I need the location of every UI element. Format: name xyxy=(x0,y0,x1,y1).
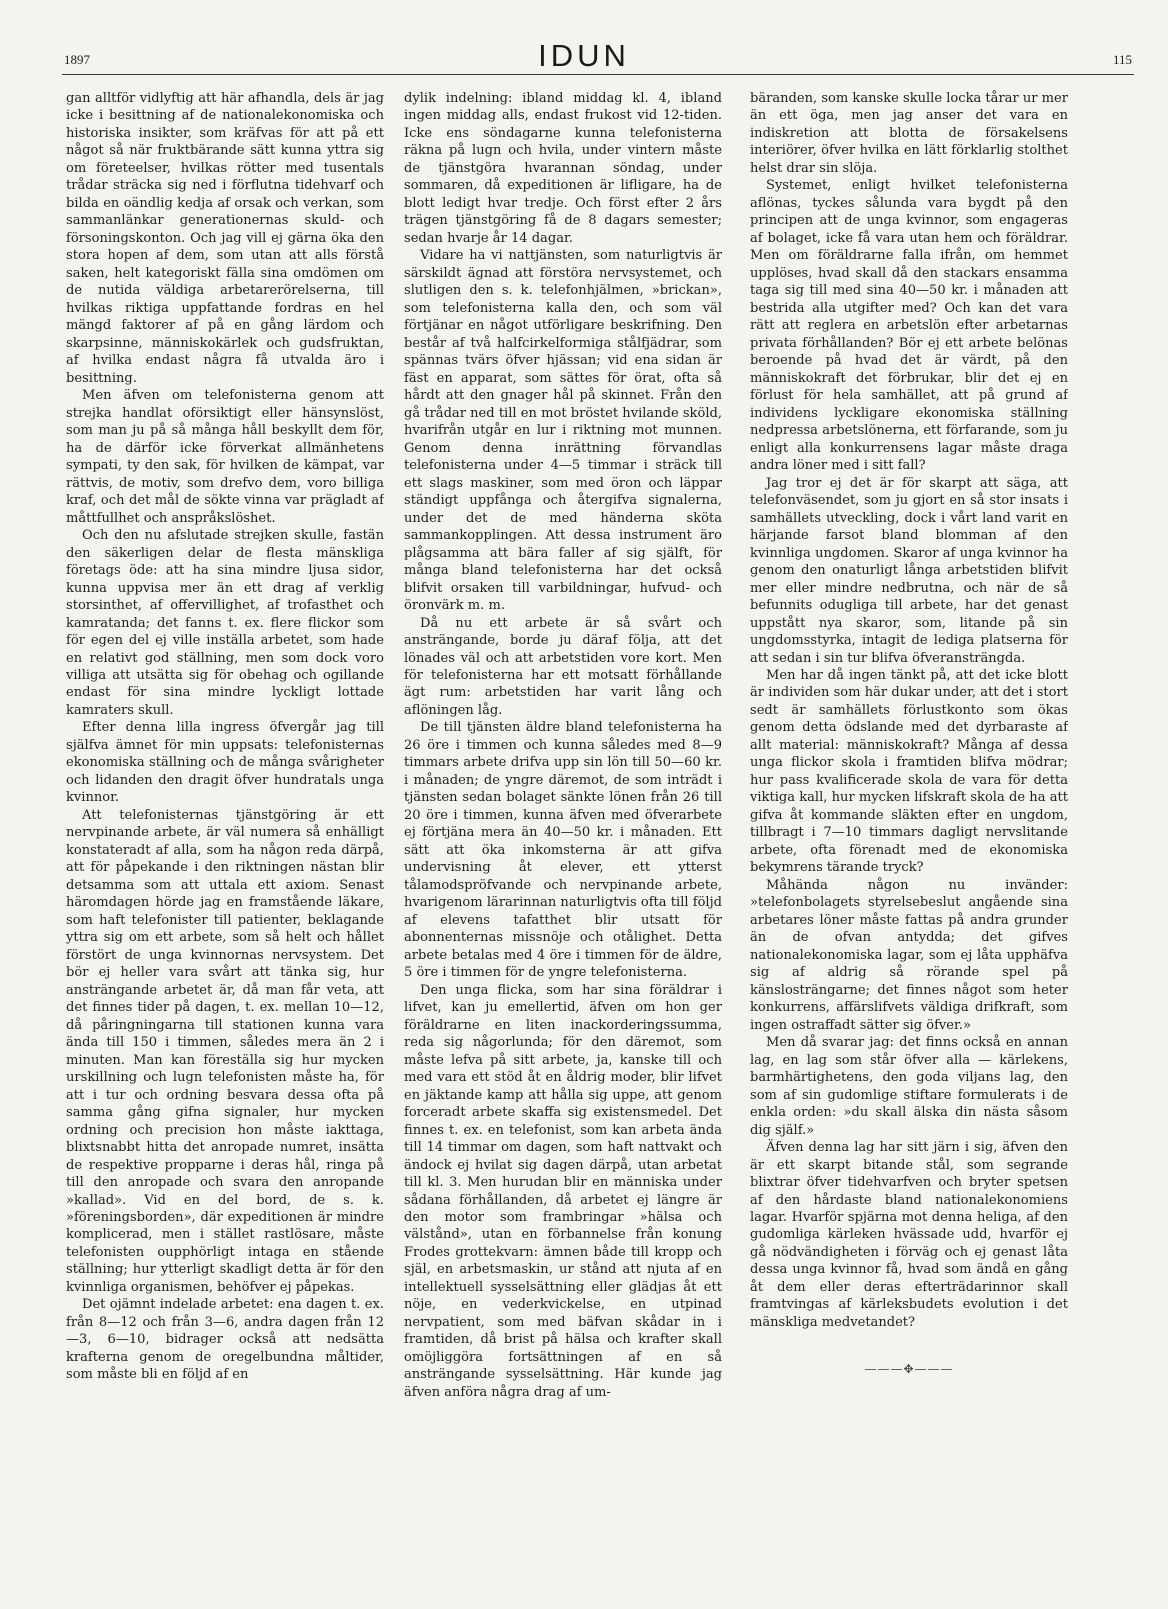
paragraph: Måhända någon nu invänder: »telefonbolagets styrelsebeslut angående sina arbetares löner måste fattas på andra grunder än de ofvan antydda; det gifves nationalekonomiska lagar, som ej låta upphäfva sig af aldrig så rörande spel på känslosträngarne; det finnes något som heter konkurrens, affärslifvets väldiga drifkraft, som ingen ostraffadt sätter sig öfver.» xyxy=(750,877,1068,1033)
paragraph: dylik indelning: ibland middag kl. 4, ibland ingen middag alls, endast frukost vid 12-tiden. Icke ens söndagarne kunna telefonisterna räkna på lugn och hvila, under vintern måste de tjänstgöra hvarannan söndag, under sommaren, då expeditionen är lifligare, ha de blott ledigt hvar tredje. Och först efter 2 års trägen tjänstgöring få de 8 dagars semester; sedan hvarje år 14 dagar. xyxy=(404,91,722,246)
paragraph: Men då svarar jag: det finns också en annan lag, en lag som står öfver alla — kärlekens, barmhärtighetens, den goda viljans lag, den som af sin gudomlige stiftare formulerats i de enkla orden: »du skall älska din nästa såsom dig själf.» xyxy=(750,1035,1068,1138)
paragraph: Då nu ett arbete är så svårt och ansträngande, borde ju däraf följa, att det lönades väl och att arbetstiden vore kort. Men för telefonisterna har ett motsatt förhållande ägt rum: arbetstiden har varit lång och aflöningen låg. xyxy=(404,615,722,718)
paragraph: Och den nu afslutade strejken skulle, fastän den säkerligen delar de flesta mänskliga företags öde: att ha sina mindre ljusa sidor, kunna uppvisa mer än ett drag af verklig storsinthet, af offervillighet, af trofasthet och kamratanda; det fanns t. ex. flere flickor som för egen del ej ville inställa arbetet, som hade en relativt god ställning, men som dock voro villiga att utsätta sig för obehag och ogillande endast för sina mindre lyckligt lottade kamraters skull. xyxy=(66,528,384,718)
page-year: 1897 xyxy=(64,52,90,67)
paragraph: Vidare ha vi nattjänsten, som naturligtvis är särskildt ägnad att förstöra nervsystemet, och slutligen den s. k. telefonhjälmen, »brickan», som telefonisterna kalla den, och som väl förtjänar en något utförligare beskrifning. Den består af två halfcirkelformiga stålfjädrar, som spännas tvärs öfver hjässan; vid ena sidan är fäst en apparat, som sättes för örat, ofta så hårdt att den gnager hål på skinnet. Från den gå trådar ned till en mot bröstet hvilande sköld, hvarifrån utgår en lur i riktning mot munnen. Genom denna inrättning förvandlas telefonisterna under 4—5 timmar i sträck till ett slags maskiner, som med öron och läppar ständigt uppfånga och återgifva signalerna, under det de med händerna sköta sammankopplingen. Att dessa instrument äro plågsamma att bära faller af sig själft, för många bland telefonisterna har det också blifvit orsaken till varbildningar, hufvud- och öronvärk m. m. xyxy=(404,248,722,614)
end-ornament: ———✥——— xyxy=(864,1362,954,1377)
header-rule xyxy=(62,74,1134,75)
column-right xyxy=(750,90,1068,1590)
paragraph: De till tjänsten äldre bland telefonisterna ha 26 öre i timmen och kunna således med 8—9 timmars arbete drifva upp sin lön till 50—60 kr. i månaden; de yngre däremot, de som inträdt i tjänsten sedan bolaget sänkte lönen från 26 till 20 öre i timmen, kunna äfven med öfverarbete ej förtjäna mera än 40—50 kr. i månaden. Ett sätt att öka inkomsterna är att gifva undervisning åt elever, ett ytterst tålamodspröfvande och nervpinande arbete, hvarigenom lärarinnan naturligtvis ofta till följd af elevens tafatthet blir utsatt för abonnenternas missnöje och otålighet. Detta arbete betalas med 4 öre i timmen för de äldre, 5 öre i timmen för de yngre telefonisterna. xyxy=(404,720,722,981)
paragraph: Efter denna lilla ingress öfvergår jag till själfva ämnet för min uppsats: telefonisternas ekonomiska ställning och de många svårigheter och lidanden den dragit öfver hundratals unga kvinnor. xyxy=(66,720,384,806)
paragraph: Det ojämnt indelade arbetet: ena dagen t. ex. från 8—12 och från 3—6, andra dagen från 12—3, 6—10, bidrager också att nedsätta krafterna genom de oregelbundna måltider, som måste bli en följd af en xyxy=(66,1297,384,1383)
magazine-title: IDUN xyxy=(538,38,630,73)
paragraph: Systemet, enligt hvilket telefonisterna aflönas, tyckes sålunda vara bygdt på den principen att de unga kvinnor, som engageras af bolaget, icke få vara utan hem och föräldrar. Men om föräldrarne falla ifrån, om hemmet upplöses, hvad skall då den stackars ensamma taga sig till med sina 40—50 kr. i månaden att bestrida alla utgifter med? Och kan det vara rätt att reglera en arbetslön efter arbetarnas privata förhållanden? Bör ej ett arbete belönas beroende på hvad det är värdt, på den människokraft det förbrukar, blir det ej en förlust för hela samhället, att på grund af individens lyckligare ekonomiska ställning nedpressa arbetslönerna, ett förfarande, som ju enligt alla konkurrensens lagar måste draga andra löner med i sitt fall? xyxy=(750,178,1068,474)
paragraph: Äfven denna lag har sitt järn i sig, äfven den är ett skarpt bitande stål, som segrande blixtrar öfver tidehvarfven och bryter spetsen af den hårdaste bland nationalekonomiens lagar. Hvarför spjärna mot denna heliga, af den gudomliga kärleken hvässade udd, hvarför ej gå nödvändigheten i förväg och ej genast låta dessa unga kvinnor få, hvad som ändå en gång åt dem eller deras efterträdarinnor skall framtvingas af kärleksbudets evolution i det mänskliga medvetandet? xyxy=(750,1140,1068,1330)
paragraph: Men har då ingen tänkt på, att det icke blott är individen som här dukar under, att det i stort sedt är samhällets förlustkonto som ökas genom detta ödslande med det dyrbaraste af allt material: människokraft? Många af dessa unga flickor skola i framtiden blifva mödrar; hur pass kvalificerade skola de vara för detta viktiga kall, hur mycken lifskraft skola de ha att gifva åt kommande släkten efter en ungdom, tillbragt i 7—10 timmars dagligt nervslitande arbete, ofta förenadt med de ekonomiska bekymrens tärande tryck? xyxy=(750,667,1068,876)
paragraph: Att telefonisternas tjänstgöring är ett nervpinande arbete, är väl numera så enhälligt konstateradt af alla, som ha någon reda därpå, att för påpekande i den riktningen nästan blir detsamma som att uttala ett axiom. Senast häromdagen hörde jag en framstående läkare, som haft telefonister till patienter, beklagande yttra sig om ett arbete, som så helt och hållet förstört de unga kvinnornas nervsystem. Det bör ej heller vara svårt att tänka sig, hur ansträngande arbetet är, då man får veta, att det finnes tider på dagen, t. ex. mellan 10—12, då påringningarna till stationen kunna vara ända till 150 i timmen, således mera än 2 i minuten. Man kan föreställa sig hur mycken urskillning och lugn telefonisten måste ha, för att i tur och ordning besvara dessa ofta på samma gång gifna signaler, hur mycken ordning och precision hon måste iakttaga, blixtsnabbt hitta det anropade numret, insätta de respektive propparne i deras hål, ringa på till den anropade och svara den anropande »kallad». Vid en del bord, de s. k. »föreningsborden», där expeditionen är mindre komplicerad, men i stället rastlösare, måste telefonisten oupphörligt intaga en stående ställning; hur ytterligt skadligt detta är för den kvinnliga organismen, behöfver ej påpekas. xyxy=(66,807,384,1295)
paragraph: Jag tror ej det är för skarpt att säga, att telefonväsendet, som ju gjort en så stor insats i samhällets utveckling, dock i vårt land varit en härjande farsot bland blomman af den kvinnliga ungdomen. Skaror af unga kvinnor ha genom den onaturligt långa arbetstiden blifvit mer eller mindre nedbrutna, och när de så befunnits odugliga till arbete, har det genast uppstått nya skaror, som, litande på sin ungdomsstyrka, intagit de lediga platserna för att sedan i sin tur blifva öfveransträngda. xyxy=(750,475,1068,666)
column-middle xyxy=(404,90,722,1590)
paragraph: bäranden, som kanske skulle locka tårar ur mer än ett öga, men jag anser det vara en indiskretion att blotta de försakelsens interiörer, öfver hvilka en lätt förklarlig stolthet helst drar sin slöja. xyxy=(750,91,1068,176)
paragraph: Men äfven om telefonisterna genom att strejka handlat oförsiktigt eller hänsynslöst, som man ju på så många håll beskyllt dem för, ha de därför icke förverkat allmänhetens sympati, ty den sak, för hvilken de kämpat, var rättvis, de motiv, som drefvo dem, voro billiga kraf, och det mål de sökte vinna var prägladt af måttfullhet och anspråkslöshet. xyxy=(66,388,384,526)
page-number: 115 xyxy=(1112,52,1132,67)
paragraph: gan alltför vidlyftig att här afhandla, dels är jag icke i besittning af de nationalekonomiska och historiska insikter, som kräfvas för att på ett något så när fruktbärande sätt kunna yttra sig om företeelser, hvilkas rötter med tusentals trådar sträcka sig ned i förflutna tidehvarf och bilda en oändlig kedja af orsak och verkan, som sammanlänkar generationernas skuld- och försoningskonton. Och jag vill ej gärna öka den stora hopen af dem, som utan att alls förstå saken, helt kategoriskt fälla sina omdömen om de nutida väldiga arbetarerörelserna, till hvilkas riktiga uppfattande fordras en hel mängd faktorer af på en gång lärdom och skarpsinne, människokärlek och gudsfruktan, af hvilka endast några få utvalda äro i besittning. xyxy=(66,91,384,386)
column-left xyxy=(66,90,384,1590)
paragraph: Den unga flicka, som har sina föräldrar i lifvet, kan ju emellertid, äfven om hon ger föräldrarne en liten inackorderingssumma, reda sig någorlunda; för den däremot, som måste lefva på sitt arbete, ja, kanske till och med vara ett stöd åt en åldrig moder, blir lifvet en jäktande kamp att hålla sig uppe, att genom forceradt arbete skaffa sig existensmedel. Det finnes t. ex. en telefonist, som kan arbeta ända till 14 timmar om dagen, som haft nattvakt och ändock ej hvilat sig dagen därpå, utan arbetat till kl. 3. Men hurudan blir en människa under sådana förhållanden, då arbetet ej längre är den motor som frambringar »hälsa och välstånd», utan en förbannelse från konung Frodes grottekvarn: ämnen både till kropp och själ, en arbetsmaskin, ur stånd att njuta af en intellektuell sysselsättning eller glädjas åt ett nöje, en vederkvickelse, en utpinad nervpatient, som med bäfvan skådar in i framtiden, då brist på hälsa och krafter skall omöjliggöra fortsättningen af en så ansträngande sysselsättning. Här kunde jag äfven anföra några drag af um- xyxy=(404,982,722,1400)
